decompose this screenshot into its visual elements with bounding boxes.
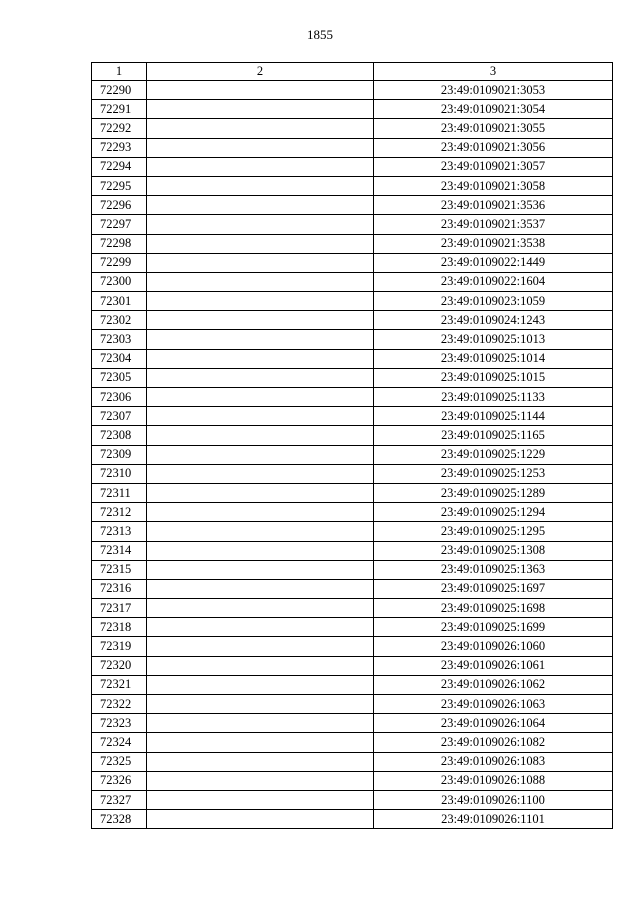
row-number-cell: 72327 <box>92 790 147 809</box>
table-row <box>92 234 613 253</box>
description-cell <box>147 157 374 176</box>
description-cell <box>147 196 374 215</box>
row-number-cell: 72302 <box>92 311 147 330</box>
cadastral-number-cell: 23:49:0109025:1699 <box>374 618 613 637</box>
row-number-cell: 72321 <box>92 675 147 694</box>
table-row <box>92 253 613 272</box>
cadastral-number-cell: 23:49:0109026:1061 <box>374 656 613 675</box>
table-row <box>92 771 613 790</box>
description-cell <box>147 426 374 445</box>
cadastral-number-cell: 23:49:0109025:1294 <box>374 503 613 522</box>
row-number-cell: 72308 <box>92 426 147 445</box>
table-row <box>92 714 613 733</box>
description-cell <box>147 522 374 541</box>
description-cell <box>147 503 374 522</box>
table-row <box>92 426 613 445</box>
description-cell <box>147 752 374 771</box>
table-row <box>92 445 613 464</box>
table-header <box>92 63 613 81</box>
description-cell <box>147 311 374 330</box>
cadastral-number-cell: 23:49:0109026:1100 <box>374 790 613 809</box>
row-number-cell: 72319 <box>92 637 147 656</box>
description-cell <box>147 599 374 618</box>
table-row <box>92 522 613 541</box>
row-number-cell: 72311 <box>92 483 147 502</box>
table-row <box>92 388 613 407</box>
description-cell <box>147 790 374 809</box>
cadastral-number-cell: 23:49:0109021:3056 <box>374 138 613 157</box>
row-number-cell: 72313 <box>92 522 147 541</box>
cadastral-number-cell: 23:49:0109026:1063 <box>374 695 613 714</box>
row-number-cell: 72309 <box>92 445 147 464</box>
row-number-cell: 72310 <box>92 464 147 483</box>
cadastral-number-cell: 23:49:0109021:3538 <box>374 234 613 253</box>
description-cell <box>147 330 374 349</box>
description-cell <box>147 695 374 714</box>
row-number-cell: 72325 <box>92 752 147 771</box>
cadastral-number-cell: 23:49:0109025:1698 <box>374 599 613 618</box>
cadastral-number-cell: 23:49:0109021:3057 <box>374 157 613 176</box>
page-number: 1855 <box>307 27 333 42</box>
row-number-cell: 72324 <box>92 733 147 752</box>
row-number-cell: 72296 <box>92 196 147 215</box>
cadastral-number-cell: 23:49:0109026:1060 <box>374 637 613 656</box>
table-row <box>92 733 613 752</box>
row-number-cell: 72314 <box>92 541 147 560</box>
table-row <box>92 752 613 771</box>
table-row <box>92 579 613 598</box>
cadastral-number-cell: 23:49:0109026:1083 <box>374 752 613 771</box>
description-cell <box>147 407 374 426</box>
table-row <box>92 368 613 387</box>
cadastral-number-cell: 23:49:0109026:1082 <box>374 733 613 752</box>
row-number-cell: 72291 <box>92 100 147 119</box>
table-row <box>92 407 613 426</box>
table-row <box>92 81 613 100</box>
description-cell <box>147 656 374 675</box>
table-row <box>92 790 613 809</box>
row-number-cell: 72304 <box>92 349 147 368</box>
row-number-cell: 72300 <box>92 272 147 291</box>
table-row <box>92 330 613 349</box>
description-cell <box>147 541 374 560</box>
column-header-3: 3 <box>374 63 613 81</box>
description-cell <box>147 215 374 234</box>
description-cell <box>147 253 374 272</box>
cadastral-number-cell: 23:49:0109025:1295 <box>374 522 613 541</box>
cadastral-number-cell: 23:49:0109024:1243 <box>374 311 613 330</box>
description-cell <box>147 483 374 502</box>
cadastral-number-cell: 23:49:0109025:1014 <box>374 349 613 368</box>
cadastral-number-cell: 23:49:0109021:3537 <box>374 215 613 234</box>
description-cell <box>147 733 374 752</box>
cadastral-number-cell: 23:49:0109025:1253 <box>374 464 613 483</box>
table-row <box>92 503 613 522</box>
row-number-cell: 72294 <box>92 157 147 176</box>
row-number-cell: 72323 <box>92 714 147 733</box>
row-number-cell: 72328 <box>92 810 147 829</box>
table-row <box>92 100 613 119</box>
table-row <box>92 656 613 675</box>
cadastral-number-cell: 23:49:0109026:1101 <box>374 810 613 829</box>
description-cell <box>147 618 374 637</box>
cadastral-number-cell: 23:49:0109021:3536 <box>374 196 613 215</box>
description-cell <box>147 464 374 483</box>
row-number-cell: 72307 <box>92 407 147 426</box>
table-row <box>92 349 613 368</box>
row-number-cell: 72303 <box>92 330 147 349</box>
description-cell <box>147 560 374 579</box>
row-number-cell: 72317 <box>92 599 147 618</box>
description-cell <box>147 138 374 157</box>
cadastral-number-cell: 23:49:0109021:3055 <box>374 119 613 138</box>
cadastral-number-cell: 23:49:0109025:1308 <box>374 541 613 560</box>
description-cell <box>147 176 374 195</box>
column-header-1: 1 <box>92 63 147 81</box>
table-row <box>92 637 613 656</box>
cadastral-number-cell: 23:49:0109026:1088 <box>374 771 613 790</box>
registry-table <box>91 62 613 829</box>
cadastral-number-cell: 23:49:0109026:1062 <box>374 675 613 694</box>
row-number-cell: 72301 <box>92 292 147 311</box>
row-number-cell: 72295 <box>92 176 147 195</box>
row-number-cell: 72316 <box>92 579 147 598</box>
description-cell <box>147 119 374 138</box>
row-number-cell: 72293 <box>92 138 147 157</box>
table-row <box>92 560 613 579</box>
table-row <box>92 157 613 176</box>
column-header-2: 2 <box>147 63 374 81</box>
row-number-cell: 72297 <box>92 215 147 234</box>
row-number-cell: 72305 <box>92 368 147 387</box>
description-cell <box>147 810 374 829</box>
table-row <box>92 618 613 637</box>
row-number-cell: 72322 <box>92 695 147 714</box>
cadastral-number-cell: 23:49:0109025:1229 <box>374 445 613 464</box>
table-row <box>92 599 613 618</box>
cadastral-number-cell: 23:49:0109025:1144 <box>374 407 613 426</box>
table-row <box>92 541 613 560</box>
table-row <box>92 138 613 157</box>
description-cell <box>147 100 374 119</box>
row-number-cell: 72320 <box>92 656 147 675</box>
table-row <box>92 810 613 829</box>
cadastral-number-cell: 23:49:0109021:3054 <box>374 100 613 119</box>
table-row <box>92 483 613 502</box>
cadastral-number-cell: 23:49:0109021:3058 <box>374 176 613 195</box>
cadastral-number-cell: 23:49:0109026:1064 <box>374 714 613 733</box>
cadastral-number-cell: 23:49:0109021:3053 <box>374 81 613 100</box>
table-row <box>92 272 613 291</box>
cadastral-number-cell: 23:49:0109022:1604 <box>374 272 613 291</box>
row-number-cell: 72312 <box>92 503 147 522</box>
cadastral-number-cell: 23:49:0109023:1059 <box>374 292 613 311</box>
cadastral-number-cell: 23:49:0109022:1449 <box>374 253 613 272</box>
row-number-cell: 72306 <box>92 388 147 407</box>
row-number-cell: 72299 <box>92 253 147 272</box>
table-body <box>92 81 613 829</box>
cadastral-number-cell: 23:49:0109025:1133 <box>374 388 613 407</box>
row-number-cell: 72318 <box>92 618 147 637</box>
description-cell <box>147 771 374 790</box>
table-row <box>92 176 613 195</box>
description-cell <box>147 368 374 387</box>
row-number-cell: 72298 <box>92 234 147 253</box>
cadastral-number-cell: 23:49:0109025:1289 <box>374 483 613 502</box>
cadastral-number-cell: 23:49:0109025:1363 <box>374 560 613 579</box>
description-cell <box>147 675 374 694</box>
cadastral-number-cell: 23:49:0109025:1697 <box>374 579 613 598</box>
cadastral-number-cell: 23:49:0109025:1013 <box>374 330 613 349</box>
table-row <box>92 311 613 330</box>
header-row <box>92 63 613 81</box>
table-row <box>92 292 613 311</box>
description-cell <box>147 234 374 253</box>
cadastral-number-cell: 23:49:0109025:1015 <box>374 368 613 387</box>
row-number-cell: 72290 <box>92 81 147 100</box>
table-row <box>92 215 613 234</box>
row-number-cell: 72292 <box>92 119 147 138</box>
table-row <box>92 695 613 714</box>
row-number-cell: 72326 <box>92 771 147 790</box>
description-cell <box>147 637 374 656</box>
table-row <box>92 119 613 138</box>
table-row <box>92 675 613 694</box>
table-row <box>92 464 613 483</box>
description-cell <box>147 714 374 733</box>
description-cell <box>147 445 374 464</box>
description-cell <box>147 81 374 100</box>
description-cell <box>147 388 374 407</box>
cadastral-number-cell: 23:49:0109025:1165 <box>374 426 613 445</box>
description-cell <box>147 272 374 291</box>
description-cell <box>147 579 374 598</box>
table-row <box>92 196 613 215</box>
row-number-cell: 72315 <box>92 560 147 579</box>
description-cell <box>147 349 374 368</box>
description-cell <box>147 292 374 311</box>
